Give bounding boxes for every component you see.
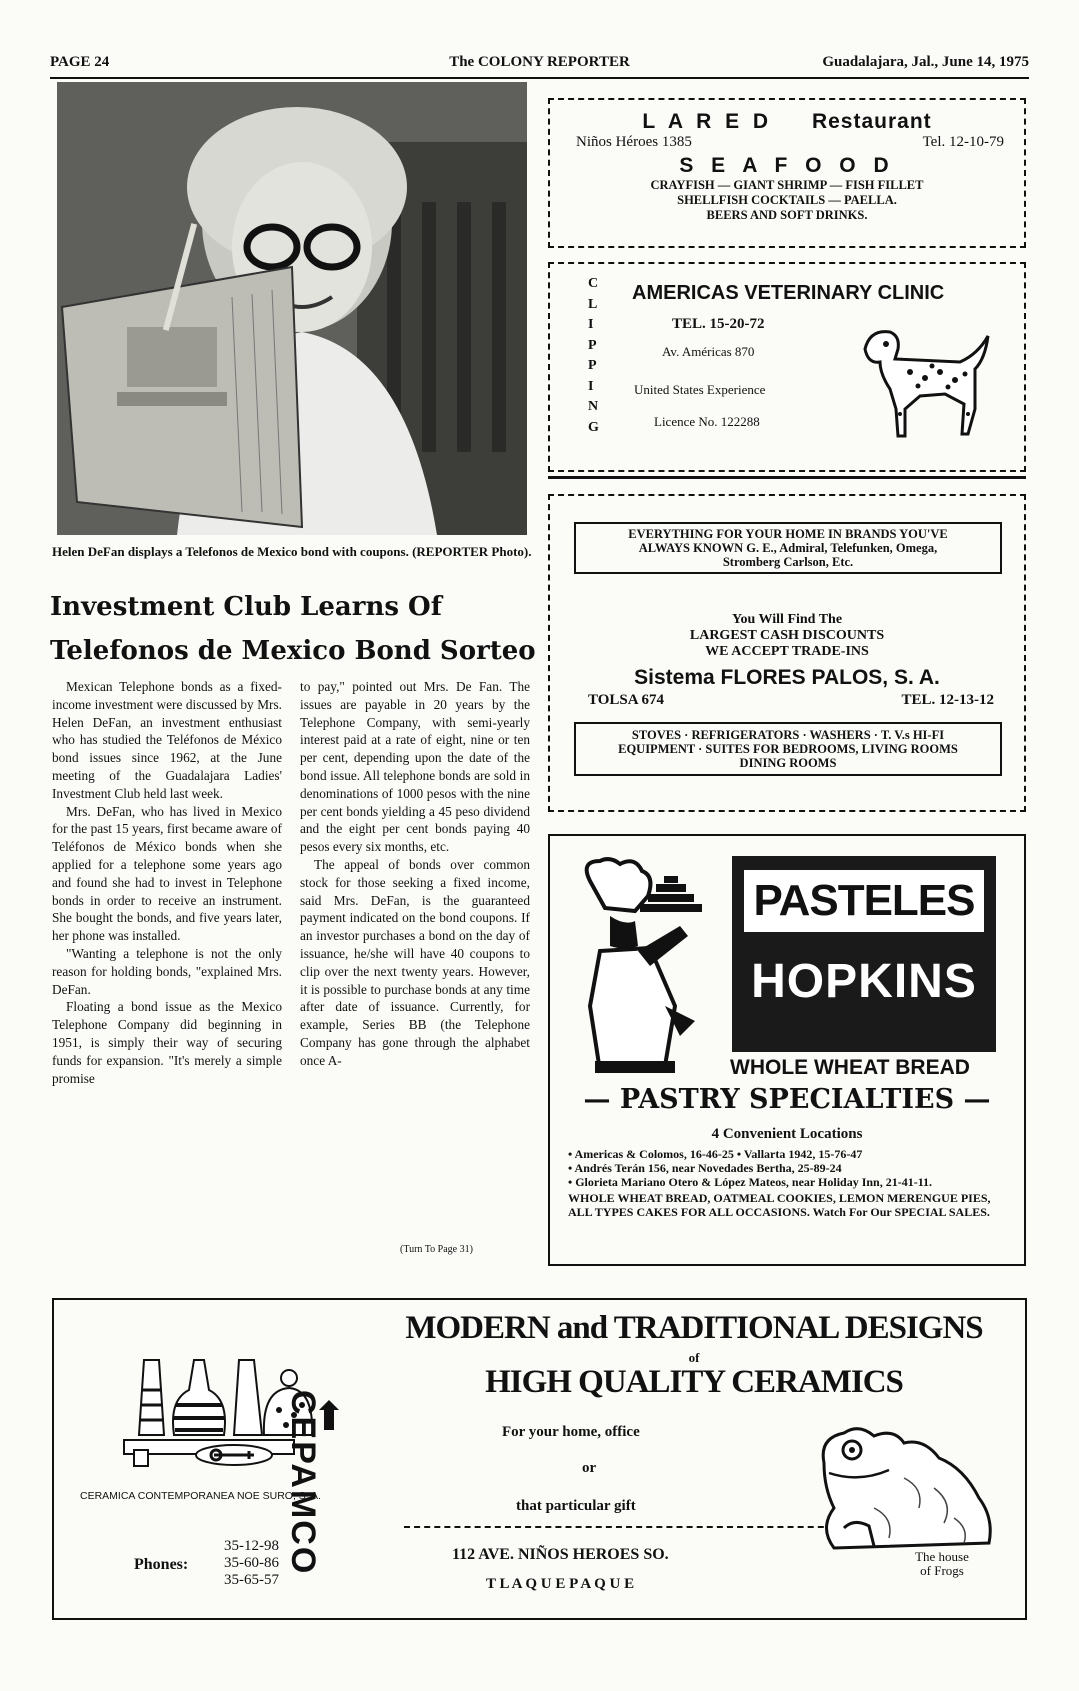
photo-illustration <box>57 82 527 535</box>
paragraph: The appeal of bonds over common stock for those seeking a fixed income, said Mrs. DeFan, is the guaranteed payment indicated on the bond coupons. If an investor purchases a bond on the day of issuance, he/she will have 40 coupons to clip over the next twenty years. However, it is possible to purchase bonds at any time after date of issuance. Currently, for example, Series BB (the Telephone Company has gone through the alphabet once A- <box>300 856 530 1068</box>
frog-caption: The house <box>915 1549 969 1564</box>
phone-number: 35-65-57 <box>224 1572 279 1588</box>
hopkins-label: HOPKINS <box>751 955 977 1008</box>
paragraph: "Wanting a telephone is not the only reason for holding bonds, "explained Mrs. DeFan. <box>52 945 282 997</box>
store-address: TOLSA 674 <box>588 692 665 708</box>
ceramics-title-1: MODERN and TRADITIONAL DESIGNS <box>405 1310 983 1346</box>
paragraph: Floating a bond issue as the Mexico Telephone Company did beginning in 1951, is simply their way of securing funds for expansion. "It's merely a simple promise <box>52 999 282 1086</box>
brands-box: EVERYTHING FOR YOUR HOME IN BRANDS YOU'VE ALWAYS KNOWN G. E., Admiral, Telefunken, Omega, Stromberg Carlson, Etc. <box>574 522 1002 574</box>
clipping-label: CLIPPING <box>588 276 599 435</box>
locations-title: 4 Convenient Locations <box>711 1126 863 1142</box>
frog-caption: of Frogs <box>920 1563 964 1578</box>
store-tel: TEL. 12-13-12 <box>901 692 994 708</box>
article-column-1 <box>52 678 282 1087</box>
phones-label: Phones: <box>134 1556 189 1573</box>
find-line: You Will Find The <box>731 612 843 627</box>
store-name: Sistema FLORES PALOS, S. A. <box>634 666 940 689</box>
dateline: Guadalajara, Jal., June 14, 1975 <box>822 54 1029 70</box>
ceramics-of: of <box>688 1350 700 1365</box>
products-footer: WHOLE WHEAT BREAD, OATMEAL COOKIES, LEMON MERENGUE PIES, ALL TYPES CAKES FOR ALL OCCASIONS. Watch For Our SPECIAL SALES. <box>568 1191 991 1219</box>
ad-ceramics <box>52 1298 1027 1620</box>
clinic-licence: Licence No. 122288 <box>654 414 760 429</box>
clinic-experience: United States Experience <box>634 382 766 397</box>
paragraph: Mexican Telephone bonds as a fixed-income investment were discussed by Mrs. Helen DeFan, an investment enthusiast who has studied the Teléfonos de México bond issues since 1962, at the June meeting of the Guadalajara Ladies' Investment Club held last week. <box>52 679 282 801</box>
masthead-rule <box>50 77 1029 79</box>
location-item: • Americas & Colomos, 16-46-25 • Vallarta 1942, 15-76-47 <box>568 1147 863 1161</box>
ceramics-title-2: HIGH QUALITY CERAMICS <box>485 1364 903 1400</box>
phone-number: 35-60-86 <box>224 1555 279 1571</box>
ceramics-address: 112 AVE. NIÑOS HEROES SO. <box>452 1546 669 1563</box>
headline-line-1: Investment Club Learns Of <box>50 592 442 622</box>
divider <box>548 476 1026 479</box>
paper-name: The COLONY REPORTER <box>449 54 630 70</box>
ad-pasteles-hopkins <box>548 834 1026 1266</box>
ad-flores-palos <box>548 494 1026 812</box>
ad-veterinary-clinic <box>548 262 1026 472</box>
paragraph: to pay," pointed out Mrs. De Fan. The issues are payable in 20 years by the Telephone Company, with semi-yearly interest paid at a rate of eight, nine or ten per cent, depending upon the date of the bond issue. All telephone bonds are sold in denominations of 1000 pesos with the nine per cent bonds yielding a 45 peso dividend and the eight per cent bonds paying 40 pesos every six months, etc. <box>300 679 530 855</box>
bakery-name-block <box>732 856 996 1052</box>
seafood-heading: S E A F O O D <box>679 154 895 177</box>
dashed-divider <box>404 1526 844 1528</box>
ceramics-line: that particular gift <box>516 1498 636 1514</box>
menu-line: BEERS AND SOFT DRINKS. <box>706 208 868 222</box>
restaurant-tel: Tel. 12-10-79 <box>922 134 1004 150</box>
menu-line: CRAYFISH — GIANT SHRIMP — FISH FILLET <box>650 178 924 192</box>
menu-line: SHELLFISH COCKTAILS — PAELLA. <box>677 193 897 207</box>
ad-la-red <box>548 98 1026 248</box>
dalmatian-icon <box>850 314 1000 444</box>
restaurant-name: L A R E D <box>642 110 773 133</box>
turn-page-note: (Turn To Page 31) <box>400 1244 473 1255</box>
paragraph: Mrs. DeFan, who has lived in Mexico for the past 15 years, first became aware of Teléfonos de México bonds when she applied for a telephone some years ago and found she had to invest in Telephone bonds in order to receive an instrument. She bought the bonds, and five years later, her phone was installed. <box>52 803 282 944</box>
restaurant-address: Niños Héroes 1385 <box>576 134 692 150</box>
article-column-2 <box>300 678 530 1070</box>
ceramics-city: T L A Q U E P A Q U E <box>486 1576 635 1592</box>
products-box: STOVES · REFRIGERATORS · WASHERS · T. V.s HI-FI EQUIPMENT · SUITES FOR BEDROOMS, LIVING ROOMS DINING ROOMS <box>574 722 1002 776</box>
company-name: CERAMICA CONTEMPORANEA NOE SURO, S. A. <box>80 1490 321 1502</box>
ceramics-line: For your home, office <box>502 1424 640 1440</box>
phone-number: 35-12-98 <box>224 1538 279 1554</box>
pastry-line: — PASTRY SPECIALTIES — <box>583 1084 991 1115</box>
location-item: • Andrés Terán 156, near Novedades Bertha, 25-89-24 <box>568 1161 842 1175</box>
masthead <box>50 54 1029 76</box>
clinic-name: AMERICAS VETERINARY CLINIC <box>632 282 945 304</box>
cepamco-logo: CEPAMCO <box>284 1390 322 1576</box>
frog-icon <box>814 1408 1014 1558</box>
clinic-tel: TEL. 15-20-72 <box>672 316 765 332</box>
clinic-address: Av. Américas 870 <box>662 344 755 359</box>
chef-icon <box>580 856 715 1086</box>
pasteles-label: PASTELES <box>744 870 984 932</box>
headline-line-2: Telefonos de Mexico Bond Sorteo <box>50 636 536 666</box>
article-headline <box>50 585 550 673</box>
ceramics-or: or <box>582 1460 597 1476</box>
restaurant-kind: Restaurant <box>811 110 932 133</box>
bread-line: WHOLE WHEAT BREAD <box>730 1056 970 1079</box>
discount-line: LARGEST CASH DISCOUNTS <box>689 628 885 643</box>
location-item: • Glorieta Mariano Otero & López Mateos, near Holiday Inn, 21-41-11. <box>568 1175 933 1189</box>
photo-caption: Helen DeFan displays a Telefonos de Mexico bond with coupons. (REPORTER Photo). <box>52 544 532 559</box>
trade-in-line: WE ACCEPT TRADE-INS <box>705 644 869 659</box>
page-number: PAGE 24 <box>50 54 110 70</box>
news-photo <box>57 82 527 535</box>
